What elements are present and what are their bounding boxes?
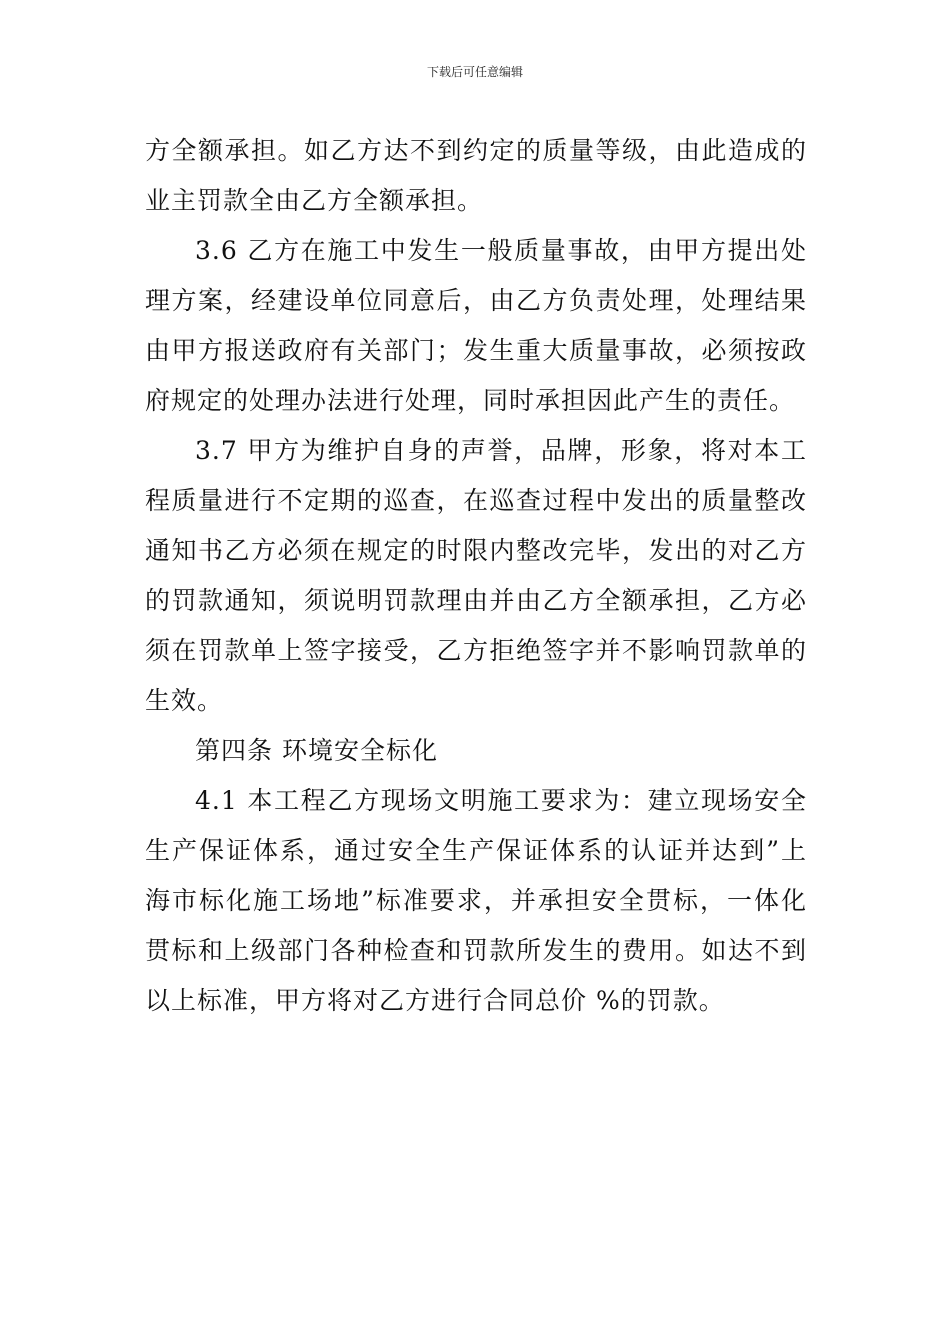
paragraph-3-6: 3.6 乙方在施工中发生一般质量事故，由甲方提出处理方案，经建设单位同意后，由乙方负责处理，处理结果由甲方报送政府有关部门；发生重大质量事故，必须按政府规定的处理办法进行处理，同时承担因此产生的责任。 bbox=[145, 236, 807, 415]
paragraph-continuation: 方全额承担。如乙方达不到约定的质量等级，由此造成的业主罚款全由乙方全额承担。 bbox=[145, 136, 807, 215]
paragraph-4-1: 4.1 本工程乙方现场文明施工要求为：建立现场安全生产保证体系，通过安全生产保证体系的认证并达到”上海市标化施工场地”标准要求，并承担安全贯标，一体化贯标和上级部门各种检查和罚款所发生的费用。如达不到以上标准，甲方将对乙方进行合同总价 %的罚款。 bbox=[145, 786, 807, 1015]
paragraph-3-7: 3.7 甲方为维护自身的声誉，品牌，形象，将对本工程质量进行不定期的巡查，在巡查过程中发出的质量整改通知书乙方必须在规定的时限内整改完毕，发出的对乙方的罚款通知，须说明罚款理由并由乙方全额承担，乙方必须在罚款单上签字接受，乙方拒绝签字并不影响罚款单的生效。 bbox=[145, 436, 807, 715]
page-header: 下载后可任意编辑 bbox=[426, 65, 523, 79]
section-heading-article-4: 第四条 环境安全标化 bbox=[195, 736, 438, 765]
document-body bbox=[145, 126, 807, 1026]
